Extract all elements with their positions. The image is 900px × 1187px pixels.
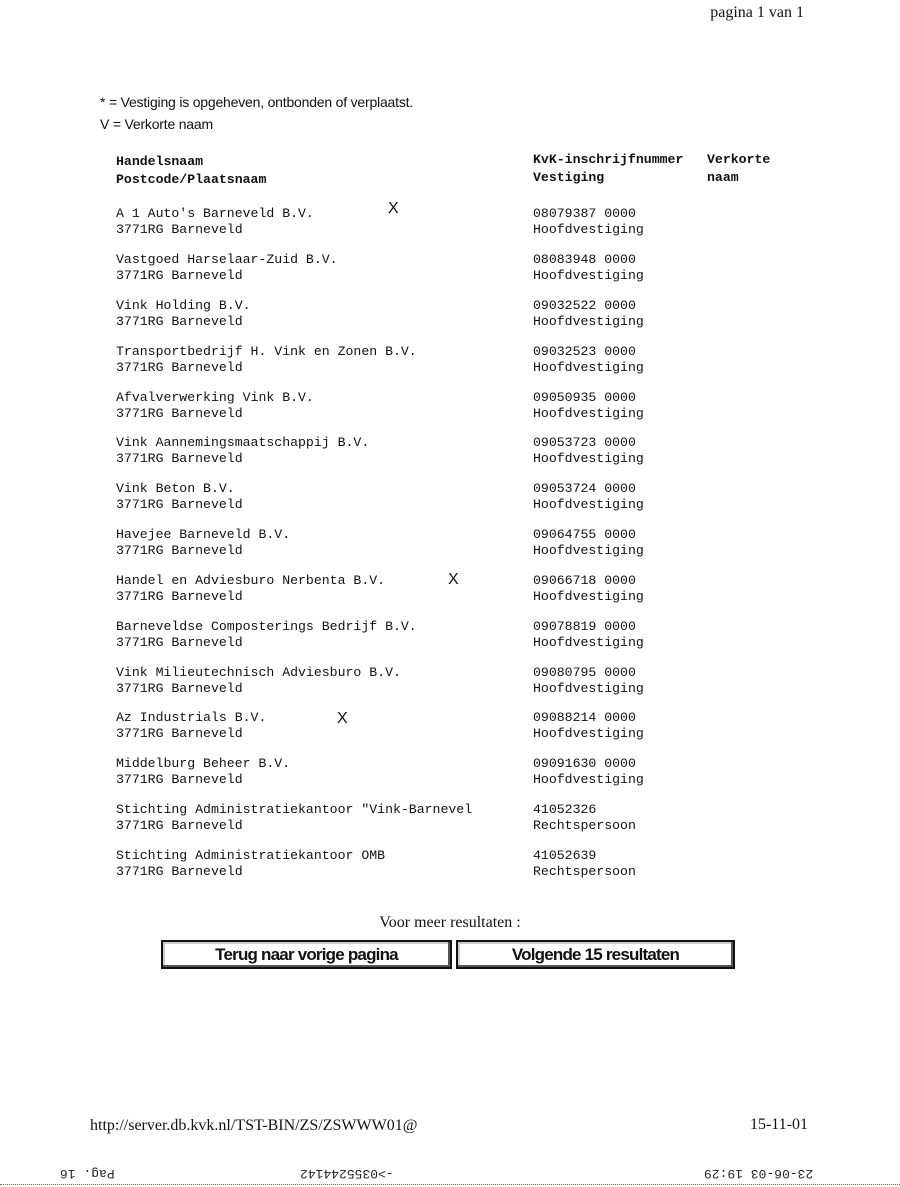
result-row[interactable] [0,481,900,515]
result-row[interactable] [0,527,900,561]
result-name[interactable]: Havejee Barneveld B.V. [116,527,291,542]
result-name[interactable]: Transportbedrijf H. Vink en Zonen B.V. [116,344,417,359]
result-row[interactable] [0,710,900,744]
result-kvk: 09078819 0000 [533,619,636,634]
result-place: 3771RG Barneveld [116,497,243,512]
result-name[interactable]: Vink Beton B.V. [116,481,235,496]
page-indicator: pagina 1 van 1 [710,4,804,21]
result-kvk: 09032523 0000 [533,344,636,359]
result-kvk: 09053723 0000 [533,435,636,450]
result-name[interactable]: Stichting Administratiekantoor "Vink-Barnevel [116,802,473,817]
result-kvk: 09053724 0000 [533,481,636,496]
result-row[interactable] [0,756,900,790]
result-type: Hoofdvestiging [533,635,644,650]
result-name[interactable]: Barneveldse Composterings Bedrijf B.V. [116,619,417,634]
result-place: 3771RG Barneveld [116,818,243,833]
header-short-name-2: naam [707,170,739,185]
legend-v-line: V = Verkorte naam [100,116,213,132]
result-row[interactable] [0,435,900,469]
result-row[interactable] [0,802,900,836]
result-kvk: 09032522 0000 [533,298,636,313]
result-kvk: 09050935 0000 [533,390,636,405]
result-type: Hoofdvestiging [533,726,644,741]
result-type: Hoofdvestiging [533,406,644,421]
handwritten-check-mark: X [388,200,399,217]
footer-date: 15-11-01 [749,1116,808,1133]
result-row[interactable] [0,252,900,286]
result-place: 3771RG Barneveld [116,635,243,650]
result-kvk: 09066718 0000 [533,573,636,588]
handwritten-check-mark: X [448,571,459,588]
result-row[interactable] [0,344,900,378]
result-place: 3771RG Barneveld [116,268,243,283]
result-row[interactable] [0,200,900,240]
header-short-name: Verkorte [707,152,771,167]
result-place: 3771RG Barneveld [116,543,243,558]
result-row[interactable] [0,665,900,699]
result-kvk: 09064755 0000 [533,527,636,542]
result-place: 3771RG Barneveld [116,864,243,879]
result-type: Hoofdvestiging [533,772,644,787]
result-name[interactable]: Middelburg Beheer B.V. [116,756,291,771]
result-place: 3771RG Barneveld [116,451,243,466]
result-place: 3771RG Barneveld [116,772,243,787]
result-type: Hoofdvestiging [533,451,644,466]
result-name[interactable]: Vink Milieutechnisch Adviesburo B.V. [116,665,401,680]
result-type: Hoofdvestiging [533,497,644,512]
fax-datetime: 23-06-03 19:29 [704,1166,814,1181]
footer-url: http://server.db.kvk.nl/TST-BIN/ZS/ZSWWW01@ [90,1117,418,1134]
result-kvk: 41052326 [533,802,597,817]
result-name[interactable]: Vink Aannemingsmaatschappij B.V. [116,435,370,450]
result-name[interactable]: Az Industrials B.V. [116,710,267,725]
result-type: Hoofdvestiging [533,268,644,283]
result-name[interactable]: Handel en Adviesburo Nerbenta B.V. [116,573,386,588]
result-kvk: 08079387 0000 [533,206,636,221]
result-place: 3771RG Barneveld [116,222,243,237]
result-type: Hoofdvestiging [533,681,644,696]
more-results-label: Voor meer resultaten : [379,914,521,931]
result-place: 3771RG Barneveld [116,406,243,421]
result-type: Hoofdvestiging [533,222,644,237]
result-name[interactable]: A 1 Auto's Barneveld B.V. [116,206,314,221]
result-kvk: 09091630 0000 [533,756,636,771]
result-kvk: 09088214 0000 [533,710,636,725]
result-type: Hoofdvestiging [533,314,644,329]
result-name[interactable]: Vink Holding B.V. [116,298,251,313]
result-place: 3771RG Barneveld [116,681,243,696]
handwritten-check-mark: X [337,710,348,727]
previous-page-button[interactable]: Terug naar vorige pagina [161,940,452,969]
result-type: Rechtspersoon [533,864,636,879]
result-type: Rechtspersoon [533,818,636,833]
legend-star-line: * = Vestiging is opgeheven, ontbonden of verplaatst. [100,94,414,110]
fax-edge-divider [0,1184,900,1185]
header-kvk: KvK-inschrijfnummer [533,152,684,167]
result-kvk: 41052639 [533,848,597,863]
result-type: Hoofdvestiging [533,589,644,604]
result-place: 3771RG Barneveld [116,360,243,375]
result-row[interactable] [0,298,900,332]
result-row[interactable] [0,573,900,607]
result-row[interactable] [0,619,900,653]
result-name[interactable]: Stichting Administratiekantoor OMB [116,848,386,863]
fax-page-number: Pag. 16 [60,1166,115,1181]
header-place: Postcode/Plaatsnaam [116,172,267,187]
next-results-button[interactable]: Volgende 15 resultaten [456,940,735,969]
header-name: Handelsnaam [116,154,204,169]
result-kvk: 09080795 0000 [533,665,636,680]
result-place: 3771RG Barneveld [116,589,243,604]
result-place: 3771RG Barneveld [116,726,243,741]
result-name[interactable]: Vastgoed Harselaar-Zuid B.V. [116,252,338,267]
result-place: 3771RG Barneveld [116,314,243,329]
header-vestiging: Vestiging [533,170,605,185]
result-row[interactable] [0,848,900,882]
result-type: Hoofdvestiging [533,360,644,375]
result-row[interactable] [0,390,900,424]
fax-number: ->0355244142 [300,1166,394,1181]
result-type: Hoofdvestiging [533,543,644,558]
result-name[interactable]: Afvalverwerking Vink B.V. [116,390,314,405]
result-kvk: 08083948 0000 [533,252,636,267]
